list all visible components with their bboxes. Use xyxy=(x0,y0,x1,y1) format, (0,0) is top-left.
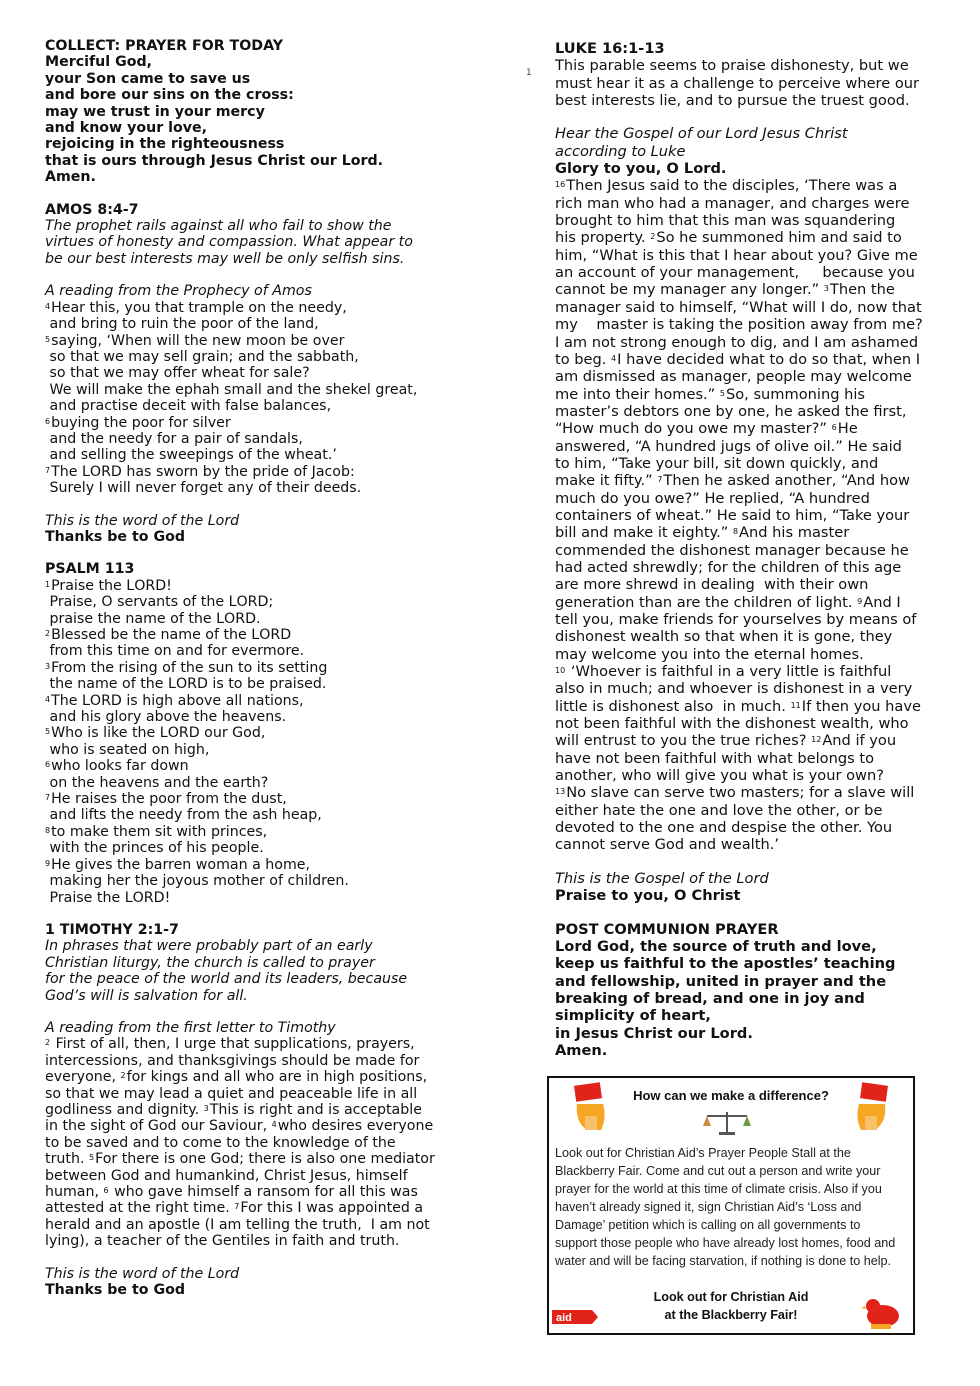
bold-line: may we trust in your mercy xyxy=(45,103,265,120)
italic-line: In phrases that were probably part of an early xyxy=(45,938,373,955)
verse-line xyxy=(555,715,925,732)
verse-text: tell you, make friends for yourselves by means of xyxy=(555,611,917,628)
verse-line xyxy=(555,802,925,819)
verse-number: 11 xyxy=(790,700,801,710)
verse-text: I have decided what to do so that, when I xyxy=(617,350,921,368)
verse-line xyxy=(45,693,495,709)
verse-line xyxy=(45,807,495,823)
verse-line xyxy=(45,365,495,381)
verse-line xyxy=(45,398,495,414)
verse-text: his property. xyxy=(555,229,651,247)
verse-text: on the heavens and the earth? xyxy=(45,774,269,791)
bold-line: breaking of bread, and one in joy and xyxy=(555,989,865,1007)
verse-text: master’s debtors one by one, he asked the first, xyxy=(555,402,907,420)
verse-number: 6 xyxy=(45,760,51,770)
verse-text: and his glory above the heavens. xyxy=(45,709,287,726)
verse-text: No slave can serve two masters; for a slave will xyxy=(566,784,915,802)
verse-line xyxy=(555,628,925,645)
italic-line: Hear the Gospel of our Lord Jesus Christ xyxy=(555,125,848,143)
left-column xyxy=(45,38,495,1298)
section-heading: PSALM 113 xyxy=(45,561,135,578)
verse-text: to be saved and to come to the knowledge of the xyxy=(45,1134,396,1151)
verse-line xyxy=(555,177,925,194)
verse-text: Who is like the L xyxy=(51,725,168,742)
section-gap xyxy=(45,186,495,202)
verse-number: 6 xyxy=(831,423,837,433)
verse-text: lying), a teacher of the Gentiles in faith and truth. xyxy=(45,1233,400,1250)
box-footer-line-1: Look out for Christian Aid xyxy=(653,1290,809,1304)
lord-small-caps: ORD xyxy=(89,692,122,709)
bold-line: and know your love, xyxy=(45,120,207,137)
verse-number: 7 xyxy=(45,793,51,803)
verse-text: is high above all nations, xyxy=(121,692,304,709)
verse-line xyxy=(555,646,925,663)
lord-small-caps: ORD xyxy=(134,577,167,594)
verse-line xyxy=(45,1086,495,1102)
verse-line xyxy=(555,455,925,472)
bold-line: in Jesus Christ our Lord. xyxy=(555,1024,753,1042)
verse-number: 2 xyxy=(650,232,656,242)
section-gap xyxy=(45,267,495,283)
verse-text: cannot be my manager any longer.” xyxy=(555,281,824,299)
verse-line xyxy=(45,1200,495,1216)
verse-line xyxy=(45,1036,495,1052)
verse-line xyxy=(555,403,925,420)
verse-line xyxy=(45,775,495,791)
verse-line xyxy=(45,415,495,431)
verse-text: For this I was appointed a xyxy=(240,1200,424,1217)
verse-text: brought to him that this man was squandering xyxy=(555,212,896,230)
verse-text: for kings and all who are in high positions, xyxy=(126,1069,428,1086)
bold-line: Lord God, the source of truth and love, xyxy=(555,937,877,955)
verse-text: ; xyxy=(268,594,274,611)
section-heading: 1 TIMOTHY 2:1-7 xyxy=(45,921,179,938)
verse-number: 3 xyxy=(45,661,51,671)
verse-line xyxy=(555,351,925,368)
verse-text: So, summoning his xyxy=(725,385,866,403)
verse-line xyxy=(45,725,495,741)
box-body-text: Look out for Christian Aid’s Prayer People Stall at the Blackberry Fair. Come and cut out a person and write your prayer for the world at this time of climate crisis. Also if you haven’t already signed it, sign Christian Aid’s ‘Loss and Damage’ petition which is calling on all governments to support those people who have already lost homes, food and water and will be facing starvation, if nothing is done to help. xyxy=(555,1146,896,1268)
verse-text: cannot serve God and wealth.’ xyxy=(555,836,779,854)
italic-line: This is the Gospel of the Lord xyxy=(555,869,769,887)
verse-line xyxy=(555,490,925,507)
verse-text: making her the joyous mother of children. xyxy=(45,873,349,890)
verse-text: will entrust to you the true riches? xyxy=(555,732,812,750)
verse-text: herald and an apostle (I am telling the truth, I am not xyxy=(45,1216,430,1233)
verse-number: 8 xyxy=(732,527,739,537)
verse-line xyxy=(555,281,925,298)
verse-text: make it fifty.” xyxy=(555,472,658,490)
verse-text: We will make the ephah small and the shekel great, xyxy=(45,381,418,398)
verse-text: am dismissed as manager, people may welcome xyxy=(555,368,912,386)
verse-text: He xyxy=(837,420,858,438)
verse-text: everyone, xyxy=(45,1069,121,1086)
italic-line: God’s will is salvation for all. xyxy=(45,987,248,1004)
verse-line xyxy=(555,680,925,697)
verse-line xyxy=(555,750,925,767)
verse-text: from this time on and for evermore. xyxy=(45,643,305,660)
bold-line: that is ours through Jesus Christ our Lord. xyxy=(45,152,384,169)
verse-text: devoted to the one and despise the other. You xyxy=(555,819,893,837)
verse-line xyxy=(45,660,495,676)
verse-line xyxy=(555,836,925,853)
verse-line xyxy=(555,576,925,593)
bird-mascot-icon xyxy=(861,1294,903,1332)
italic-line: for the peace of the world and its leaders, because xyxy=(45,971,408,988)
verse-line xyxy=(555,264,925,281)
verse-line xyxy=(45,1053,495,1069)
verse-text: From the rising of the sun to its setting xyxy=(51,659,328,676)
verse-text: have not been faithful with what belongs to xyxy=(555,749,875,767)
verse-line xyxy=(555,732,925,749)
section-gap xyxy=(555,854,925,870)
verse-line xyxy=(45,890,495,906)
verse-line xyxy=(555,819,925,836)
verse-line xyxy=(45,742,495,758)
verse-line xyxy=(555,420,925,437)
verse-text: and the needy for a pair of sandals, xyxy=(45,430,303,447)
section-gap xyxy=(45,1250,495,1266)
verse-text: ‘Whoever is faithful in a very little is faithful xyxy=(566,663,892,681)
italic-line: The prophet rails against all who fail to show the xyxy=(45,218,392,235)
verse-text: and bring to ruin the poor of the land, xyxy=(45,316,319,333)
italic-line: according to Luke xyxy=(555,142,686,160)
text-line: must hear it as a challenge to perceive where our xyxy=(555,74,920,92)
verse-line xyxy=(45,464,495,480)
verse-text: human, xyxy=(45,1184,104,1200)
verse-text: If then you have xyxy=(801,697,921,715)
verse-text: And his master xyxy=(739,524,850,542)
lord-small-caps: ORD xyxy=(236,594,269,611)
verse-text: The L xyxy=(51,692,90,709)
verse-text: commended the dishonest manager because he xyxy=(555,541,909,559)
verse-text: This is right and is acceptable xyxy=(209,1101,422,1118)
section-heading: COLLECT: PRAYER FOR TODAY xyxy=(45,38,283,54)
box-title: How can we make a difference? xyxy=(633,1088,829,1103)
verse-line xyxy=(45,431,495,447)
verse-text: manager said to himself, “What will I do, now that xyxy=(555,298,922,316)
italic-line: Christian liturgy, the church is called to prayer xyxy=(45,954,375,971)
verse-number: 10 xyxy=(555,666,566,676)
verse-number: 7 xyxy=(234,1202,240,1212)
text-line: This parable seems to praise dishonesty, but we xyxy=(555,57,909,75)
verse-number: 2 xyxy=(45,629,51,638)
lord-small-caps: ORD xyxy=(89,463,122,480)
verse-text: so that we may lead a quiet and peaceable life in all xyxy=(45,1085,418,1102)
verse-text: so that we may sell grain; and the sabbath, xyxy=(45,348,359,365)
italic-line: This is the word of the Lord xyxy=(45,512,240,529)
verse-text: dishonest wealth so that when it is gone, they xyxy=(555,628,893,646)
verse-line xyxy=(45,824,495,840)
verse-text: who is seated on high, xyxy=(45,741,210,758)
verse-number: 5 xyxy=(88,1153,95,1163)
bold-line: Amen. xyxy=(45,169,96,186)
text-line: best interests lie, and to pursue the truest good. xyxy=(555,92,910,110)
verse-line xyxy=(45,300,495,316)
verse-text: who looks far down xyxy=(51,758,189,775)
verse-line xyxy=(555,229,925,246)
verse-text: Blessed be the name of the L xyxy=(51,627,260,643)
christian-aid-info-box xyxy=(547,1076,915,1335)
verse-line xyxy=(555,316,925,333)
christian-aid-logo-icon xyxy=(552,1306,598,1328)
verse-text: attested at the right time. xyxy=(45,1200,235,1217)
verse-number: 7 xyxy=(657,475,663,485)
verse-line xyxy=(45,1151,495,1167)
verse-text: First of all, then, I urge that supplications, prayers, xyxy=(51,1036,415,1053)
verse-text: buying the poor for silver xyxy=(51,414,231,431)
verse-line xyxy=(45,594,495,610)
verse-line xyxy=(555,438,925,455)
verse-line xyxy=(555,767,925,784)
svg-text:aid: aid xyxy=(556,1312,572,1324)
verse-text: my master is taking the position away from me? xyxy=(555,316,923,334)
section-heading: POST COMMUNION PRAYER xyxy=(555,920,779,938)
verse-text: For there is one God; there is also one mediator xyxy=(95,1151,435,1168)
verse-number: 2 xyxy=(120,1071,126,1081)
verse-text: is to be praised. xyxy=(207,676,327,693)
verse-text: to beg. xyxy=(555,350,612,368)
verse-number: 5 xyxy=(45,727,51,737)
section-gap xyxy=(555,109,925,125)
section-gap xyxy=(45,545,495,561)
verse-line xyxy=(45,676,495,692)
footnote-marker: 1 xyxy=(526,68,532,78)
verse-text: Hear this, you that trample on the needy, xyxy=(51,299,347,316)
verse-text: saying, ‘When will the new moon be over xyxy=(51,332,345,349)
verse-number: 5 xyxy=(45,334,51,344)
verse-text: so that we may offer wheat for sale? xyxy=(45,365,310,382)
lord-small-caps: ORD xyxy=(175,676,208,693)
verse-line xyxy=(45,349,495,365)
verse-line xyxy=(45,333,495,349)
lord-small-caps: ORD xyxy=(259,627,292,643)
verse-text: may welcome you into the eternal homes. xyxy=(555,645,864,663)
verse-text: in the sight of God our Saviour, xyxy=(45,1118,272,1135)
verse-line xyxy=(555,559,925,576)
verse-number: 13 xyxy=(555,787,566,797)
lord-small-caps: ORD xyxy=(167,725,200,742)
verse-text: our God, xyxy=(199,725,266,742)
bold-line: Praise to you, O Christ xyxy=(555,887,741,905)
right-column xyxy=(555,40,925,1059)
verse-text: Then he asked another, “And how xyxy=(663,472,910,490)
verse-text: generation than are the children of light. xyxy=(555,593,858,611)
verse-number: 4 xyxy=(271,1120,277,1130)
verse-number: 6 xyxy=(45,416,51,426)
verse-number: 8 xyxy=(45,825,51,835)
verse-number: 3 xyxy=(823,284,829,294)
section-gap xyxy=(555,905,925,921)
verse-line xyxy=(555,386,925,403)
bold-line: Glory to you, O Lord. xyxy=(555,160,727,178)
verse-text: truth. xyxy=(45,1151,89,1168)
verse-number: 5 xyxy=(719,388,725,398)
verse-line xyxy=(555,334,925,351)
verse-text: Praise, O servants of the L xyxy=(45,594,237,611)
verse-number: 7 xyxy=(45,465,51,475)
verse-text: So he summoned him and said to xyxy=(656,229,902,247)
verse-text: has sworn by the pride of Jacob: xyxy=(121,463,355,480)
section-gap xyxy=(45,906,495,922)
verse-line xyxy=(45,1184,495,1200)
verse-line xyxy=(45,1118,495,1134)
verse-line xyxy=(45,857,495,873)
verse-line xyxy=(45,1233,495,1249)
verse-text: an account of your management, because you xyxy=(555,264,915,282)
verse-line xyxy=(45,840,495,856)
bold-line: and bore our sins on the cross: xyxy=(45,87,294,104)
bold-line: Amen. xyxy=(555,1041,608,1059)
verse-text: . xyxy=(256,610,261,627)
bold-line: keep us faithful to the apostles’ teaching xyxy=(555,955,896,973)
verse-text: with the princes of his people. xyxy=(45,840,264,857)
italic-line: be our best interests may well be only selfish sins. xyxy=(45,250,405,267)
verse-line xyxy=(45,709,495,725)
verse-text: are more shrewd in dealing with their own xyxy=(555,576,869,594)
verse-text: The L xyxy=(51,463,90,480)
verse-number: 3 xyxy=(203,1103,209,1113)
box-footer-line-2: at the Blackberry Fair! xyxy=(664,1308,798,1322)
verse-text: containers of wheat.” He said to him, “Take your xyxy=(555,506,910,524)
verse-text: intercessions, and thanksgivings should be made for xyxy=(45,1052,420,1069)
verse-number: 4 xyxy=(45,301,51,311)
italic-line: virtues of honesty and compassion. What appear to xyxy=(45,234,413,251)
section-heading: LUKE 16:1-13 xyxy=(555,40,665,57)
italic-line: This is the word of the Lord xyxy=(45,1265,240,1282)
verse-line xyxy=(45,578,495,594)
verse-line xyxy=(45,1102,495,1118)
verse-text: not been faithful with the dishonest wealth, who xyxy=(555,715,909,733)
section-gap xyxy=(45,497,495,513)
verse-line xyxy=(45,611,495,627)
verse-line xyxy=(45,1135,495,1151)
verse-line xyxy=(555,594,925,611)
italic-line: A reading from the Prophecy of Amos xyxy=(45,283,312,300)
verse-number: 4 xyxy=(611,353,617,363)
verse-number: 12 xyxy=(811,735,822,745)
lord-small-caps: ORD xyxy=(224,610,256,627)
box-footer xyxy=(549,1288,913,1324)
verse-number: 9 xyxy=(45,858,51,868)
verse-text: rich man who had a manager, and charges were xyxy=(555,194,910,212)
verse-line xyxy=(45,447,495,463)
verse-line xyxy=(555,212,925,229)
verse-text: and lifts the needy from the ash heap, xyxy=(45,807,322,824)
verse-text: between God and humankind, Christ Jesus, himself xyxy=(45,1167,408,1184)
verse-text: to him, “Take your bill, sit down quickly, and xyxy=(555,454,879,472)
verse-line xyxy=(555,524,925,541)
verse-line xyxy=(555,784,925,801)
section-gap xyxy=(45,1004,495,1020)
verse-text: little is dishonest also in much. xyxy=(555,697,791,715)
verse-line xyxy=(45,480,495,496)
verse-number: 16 xyxy=(555,180,566,190)
verse-line xyxy=(45,627,495,643)
verse-text: He gives the barren woman a home, xyxy=(51,856,311,873)
verse-text: Praise the L xyxy=(51,577,135,594)
verse-text: and selling the sweepings of the wheat.’ xyxy=(45,447,337,464)
bold-line: Thanks be to God xyxy=(45,1282,186,1299)
verse-text: He raises the poor from the dust, xyxy=(51,791,287,808)
verse-text: and practise deceit with false balances, xyxy=(45,398,332,415)
section-heading: AMOS 8:4-7 xyxy=(45,201,139,218)
verse-line xyxy=(45,1217,495,1233)
verse-text: ! xyxy=(166,577,172,594)
verse-text: the name of the L xyxy=(45,676,176,693)
verse-line xyxy=(555,698,925,715)
verse-text: Then the xyxy=(829,281,895,299)
verse-number: 6 xyxy=(103,1186,109,1195)
scales-of-justice-icon xyxy=(701,1108,753,1136)
verse-text: I am not strong enough to dig, and I am ashamed xyxy=(555,333,919,351)
lord-small-caps: ORD xyxy=(132,889,165,906)
verse-line xyxy=(555,195,925,212)
verse-text: either hate the one and love the other, or be xyxy=(555,801,883,819)
verse-line xyxy=(555,542,925,559)
verse-text: who desires everyone xyxy=(277,1118,434,1135)
verse-line xyxy=(45,382,495,398)
verse-line xyxy=(45,873,495,889)
verse-line xyxy=(555,472,925,489)
verse-number: 4 xyxy=(45,694,51,704)
verse-number: 9 xyxy=(857,596,863,606)
bold-line: and fellowship, united in prayer and the xyxy=(555,972,887,990)
bold-line: rejoicing in the righteousness xyxy=(45,136,285,153)
verse-text: And I xyxy=(863,593,901,611)
verse-line xyxy=(45,758,495,774)
verse-text: Then Jesus said to the disciples, ‘There was a xyxy=(566,177,898,195)
verse-line xyxy=(555,299,925,316)
verse-line xyxy=(45,1168,495,1184)
verse-line xyxy=(45,316,495,332)
verse-line xyxy=(555,368,925,385)
bold-line: Merciful God, xyxy=(45,54,153,71)
verse-text: also in much; and whoever is dishonest in a very xyxy=(555,680,913,698)
verse-line xyxy=(45,643,495,659)
verse-text: bill and make it eighty.” xyxy=(555,524,733,542)
verse-number: 1 xyxy=(45,579,51,589)
verse-line xyxy=(555,247,925,264)
verse-line xyxy=(555,507,925,524)
verse-line xyxy=(555,663,925,680)
verse-text: much do you owe?” He replied, “A hundred xyxy=(555,489,870,507)
verse-text: had acted shrewdly; for the children of this age xyxy=(555,558,902,576)
verse-line xyxy=(45,1069,495,1085)
verse-text: him, “What is this that I hear about you? Give me xyxy=(555,246,918,264)
verse-text: another, who will give you what is your own? xyxy=(555,767,884,785)
verse-text: me into their homes.” xyxy=(555,385,720,403)
verse-text: who gave himself a ransom for all this was xyxy=(109,1184,418,1200)
verse-line xyxy=(555,611,925,628)
verse-text: Praise the L xyxy=(45,889,133,906)
verse-text: ! xyxy=(164,889,171,906)
verse-text: to make them sit with princes, xyxy=(51,823,268,840)
verse-text: praise the name of the L xyxy=(45,610,225,627)
verse-text: answered, “A hundred jugs of olive oil.” He said xyxy=(555,437,902,455)
verse-text: And if you xyxy=(822,732,897,750)
bold-line: Thanks be to God xyxy=(45,528,186,545)
bold-line: your Son came to save us xyxy=(45,70,251,87)
verse-text: Surely I will never forget any of their deeds. xyxy=(45,480,362,497)
verse-text: “How much do you owe my master?” xyxy=(555,420,832,438)
verse-line xyxy=(45,791,495,807)
verse-number: 2 xyxy=(45,1038,51,1048)
italic-line: A reading from the first letter to Timothy xyxy=(45,1019,336,1036)
bold-line: simplicity of heart, xyxy=(555,1007,711,1025)
verse-text: godliness and dignity. xyxy=(45,1101,204,1118)
